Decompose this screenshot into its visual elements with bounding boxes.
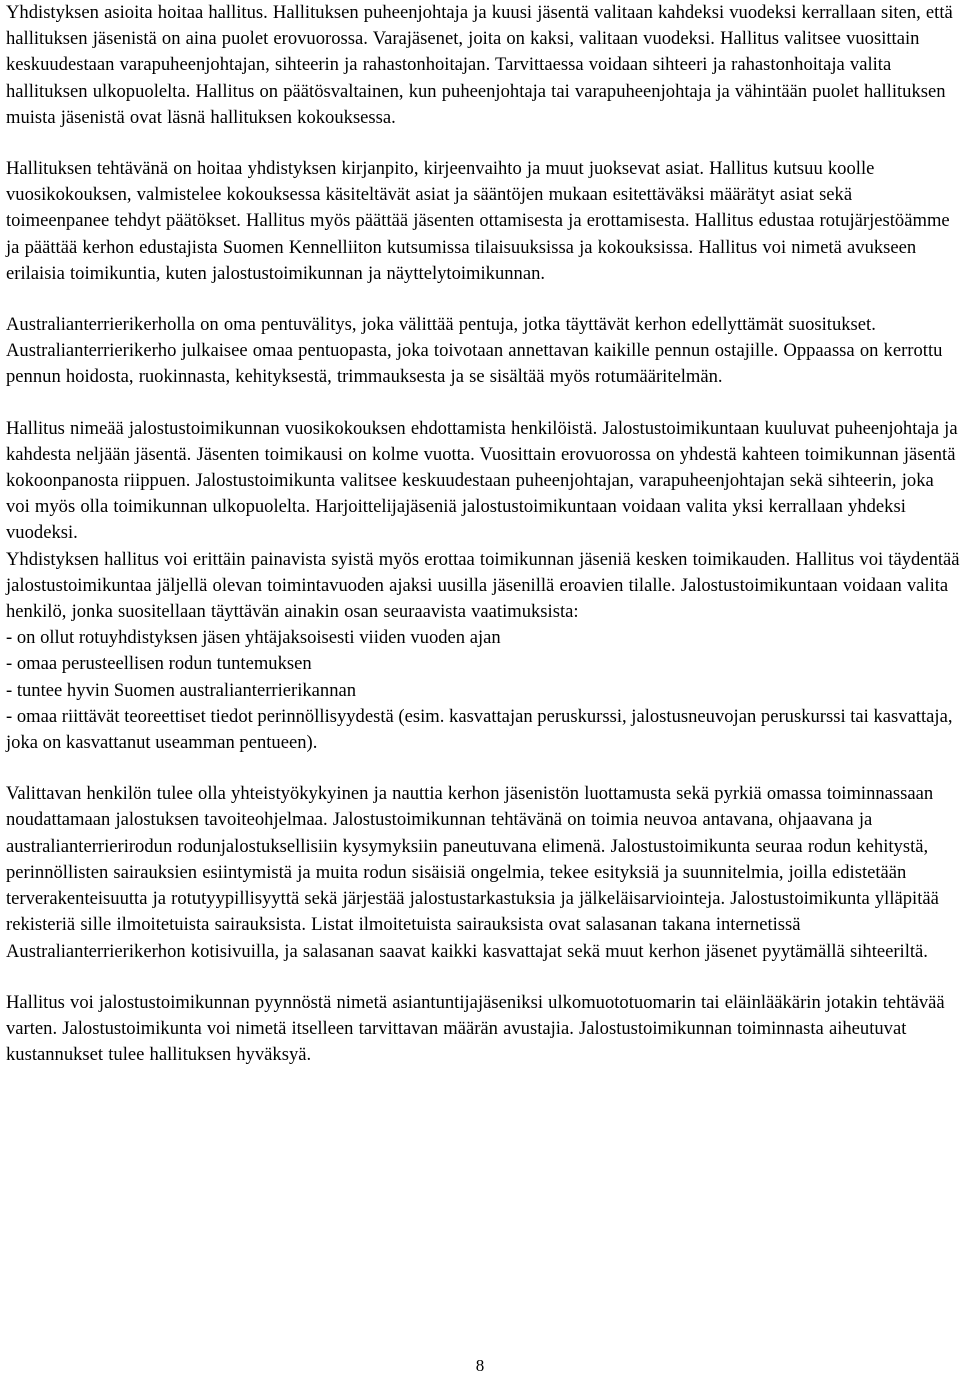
requirements-list: [6, 625, 960, 756]
list-item: - tuntee hyvin Suomen australianterrierikannan: [6, 679, 357, 701]
paragraph-committee-dismissal: Yhdistyksen hallitus voi erittäin painavista syistä myös erottaa toimikunnan jäseniä kesken toimikauden. Hallitus voi täydentää jalostustoimikuntaa jäljellä olevan toimintavuoden ajaksi uusilla jäsenillä eroavien tilalle. Jalostustoimikuntaan voidaan valita henkilö, jonka suositellaan täyttävän ainakin osan seuraavista vaatimuksista:: [6, 548, 960, 623]
list-item: - omaa riittävät teoreettiset tiedot perinnöllisyydestä (esim. kasvattajan peruskurssi, jalostusneuvojan peruskurssi tai kasvattaja, joka on kasvattanut useamman pentueen).: [6, 705, 953, 754]
paragraph-expert-members: Hallitus voi jalostustoimikunnan pyynnöstä nimetä asiantuntijajäseniksi ulkomuototuomarin tai eläinlääkärin jotakin tehtävää varten. Jalostustoimikunta voi nimetä itselleen tarvittavan määrän avustajia. Jalostustoimikunnan toiminnasta aiheutuvat kustannukset tulee hallituksen hyväksyä.: [6, 991, 945, 1066]
paragraph-puppy-service: Australianterrierikerholla on oma pentuvälitys, joka välittää pentuja, jotka täyttävät kerhon edellyttämät suositukset. Australianterrierikerho julkaisee omaa pentuopasta, joka toivotaan annettavan kaikille pennun ostajille. Oppaassa on kerrottu pennun hoidosta, ruokinnasta, kehityksestä, trimmauksesta ja se sisältää myös rotumääritelmän.: [6, 314, 943, 388]
list-item: - omaa perusteellisen rodun tuntemuksen: [6, 653, 312, 675]
paragraph-board-composition: Yhdistyksen asioita hoitaa hallitus. Hallituksen puheenjohtaja ja kuusi jäsentä valitaan kahdeksi vuodeksi kerrallaan siten, että hallituksen jäsenistä on aina puolet erovuorossa. Varajäsenet, joita on kaksi, valitaan vuodeksi. Hallitus valitsee vuosittain keskuudestaan varapuheenjohtajan, sihteerin ja rahastonhoitajan. Tarvittaessa voidaan sihteeri ja rahastonhoitaja valita hallituksen ulkopuolelta. Hallitus on päätösvaltainen, kun puheenjohtaja tai varapuheenjohtaja ja vähintään puolet hallituksen muista jäsenistä ovat läsnä hallituksen kokouksessa.: [6, 2, 953, 128]
page-number: 8: [475, 1356, 485, 1375]
paragraph-breeding-committee: Hallitus nimeää jalostustoimikunnan vuosikokouksen ehdottamista henkilöistä. Jalostustoimikuntaan kuuluvat puheenjohtaja ja kahdesta neljään jäsentä. Jäsenten toimikausi on kolme vuotta. Vuosittain erovuorossa on yhdestä kahteen toimikunnan jäsentä kokoonpanosta riippuen. Jalostustoimikunta valitsee keskuudestaan puheenjohtajan, varapuheenjohtajan sekä sihteerin, joka voi myös olla toimikunnan ulkopuolelta. Harjoittelijajäseniä jalostustoimikuntaan voidaan valita yksi kerrallaan yhdeksi vuodeksi.: [6, 417, 958, 544]
list-item: - on ollut rotuyhdistyksen jäsen yhtäjaksoisesti viiden vuoden ajan: [6, 627, 501, 649]
document-page: [6, 0, 960, 1068]
paragraph-committee-member-role: Valittavan henkilön tulee olla yhteistyökykyinen ja nauttia kerhon jäsenistön luottamusta sekä pyrkiä omassa toiminnassaan noudattamaan jalostuksen tavoiteohjelmaa. Jalostustoimikunnan tehtävänä on toimia neuvoa antavana, ohjaavana ja australianterrierirodun rodunjalostuksellisiin kysymyksiin paneutuvana elimenä. Jalostustoimikunta seuraa rodun kehitystä, perinnöllisten sairauksien esiintymistä ja muita rodun sisäisiä ongelmia, tekee esityksiä ja suunnitelmia, joilla edistetään terverakenteisuutta ja rotutyypillisyyttä sekä järjestää jalostustarkastuksia ja jälkeläisarviointeja. Jalostustoimikunta ylläpitää rekisteriä sille ilmoitetuista sairauksista. Listat ilmoitetuista sairauksista ovat salasanan takana internetissä Australianterrierikerhon kotisivuilla, ja salasanan saavat kaikki kasvattajat sekä muut kerhon jäsenet pyytämällä sihteeriltä.: [6, 783, 939, 962]
paragraph-board-duties: Hallituksen tehtävänä on hoitaa yhdistyksen kirjanpito, kirjeenvaihto ja muut juoksevat asiat. Hallitus kutsuu koolle vuosikokouksen, valmistelee kokouksessa käsiteltävät asiat ja sääntöjen mukaan esitettäväksi määrätyt asiat sekä toimeenpanee tehdyt päätökset. Hallitus myös päättää jäsenten ottamisesta ja erottamisesta. Hallitus edustaa rotujärjestöämme ja päättää kerhon edustajista Suomen Kennelliiton kutsumissa tilaisuuksissa ja kokouksissa. Hallitus voi nimetä avukseen erilaisia toimikuntia, kuten jalostustoimikunnan ja näyttelytoimikunnan.: [6, 158, 950, 284]
